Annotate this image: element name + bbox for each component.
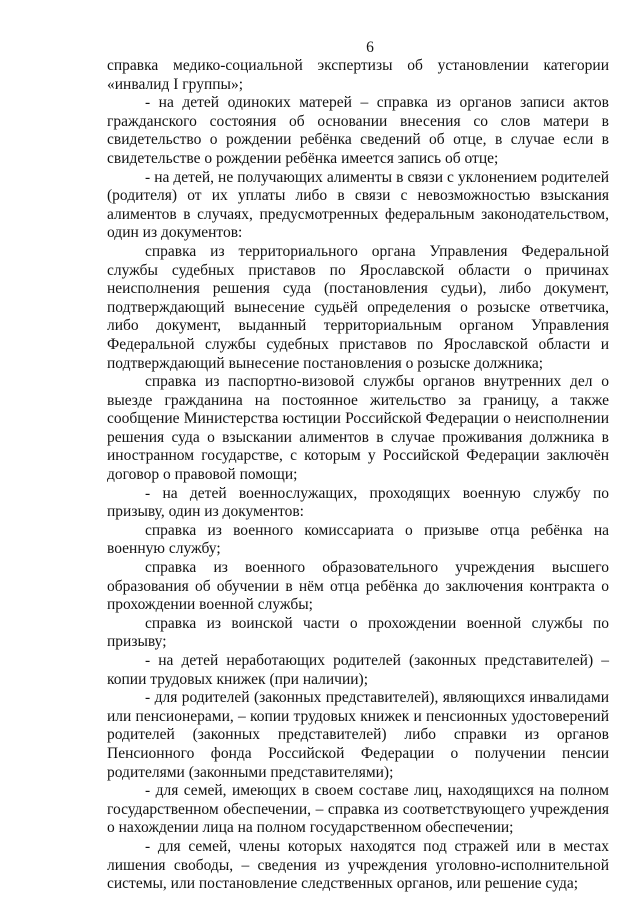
- paragraph: - на детей одиноких матерей – справка из органов записи актов гражданского состояния об основании внесения со слов матери в свидетельство о рождении ребёнка сведений об отце, в случае если в свидетельстве о рождении ребёнка имеется запись об отце;: [107, 94, 609, 167]
- paragraph: - для семей, члены которых находятся под стражей или в местах лишения свободы, – сведения из учреждения уголовно-исполнительной системы, или постановление следственных органов, или решение суда;: [107, 837, 609, 893]
- paragraph: - на детей неработающих родителей (законных представителей) – копии трудовых книжек (при наличии);: [107, 652, 609, 688]
- paragraph: справка из территориального органа Управления Федеральной службы судебных приставов по Ярославской области о причинах неисполнения решения суда (постановления судьи), либо документ, подтверждающий вынесение судьёй определения о розыске ответчика, либо документ, выданный территориальным органом Управления Федеральной службы судебных приставов по Ярославской области и подтверждающий вынесение постановления о розыске должника;: [107, 242, 609, 372]
- paragraph: справка медико-социальной экспертизы об установлении категории «инвалид I группы»;: [107, 57, 609, 93]
- paragraph: - для родителей (законных представителей), являющихся инвалидами или пенсионерами, – копии трудовых книжек и пенсионных удостоверений родителей (законных представителей) либо справки из органов Пенсионного фонда Российской Федерации о получении пенсии родителями (законными представителями);: [107, 689, 609, 781]
- paragraph: - на детей военнослужащих, проходящих военную службу по призыву, один из документов:: [107, 484, 609, 521]
- paragraph: справка из паспортно-визовой службы органов внутренних дел о выезде гражданина на постоянное жительство за границу, а также сообщение Министерства юстиции Российской Федерации о неисполнении решения суда о взыскании алиментов в случае проживания должника в иностранном государстве, с которым у Российской Федерации заключён договор о правовой помощи;: [107, 373, 609, 484]
- paragraph: - на детей, не получающих алименты в связи с уклонением родителей (родителя) от их уплаты либо в связи с невозможностью взыскания алиментов в случаях, предусмотренных федеральным законодательством, один из документов:: [107, 168, 609, 242]
- paragraph: справка из военного образовательного учреждения высшего образования об обучении в нём отца ребёнка до заключения контракта о прохождении военной службы;: [107, 559, 609, 614]
- paragraph: справка из воинской части о прохождении военной службы по призыву;: [107, 614, 609, 651]
- document-body: [107, 57, 609, 894]
- page-number: 6: [366, 39, 374, 56]
- paragraph: - для семей, имеющих в своем составе лиц, находящихся на полном государственном обеспечении, – справка из соответствующего учреждения о нахождении лица на полном государственном обеспечении;: [107, 782, 609, 837]
- paragraph: справка из военного комиссариата о призыве отца ребёнка на военную службу;: [107, 521, 609, 558]
- document-page: [107, 38, 609, 894]
